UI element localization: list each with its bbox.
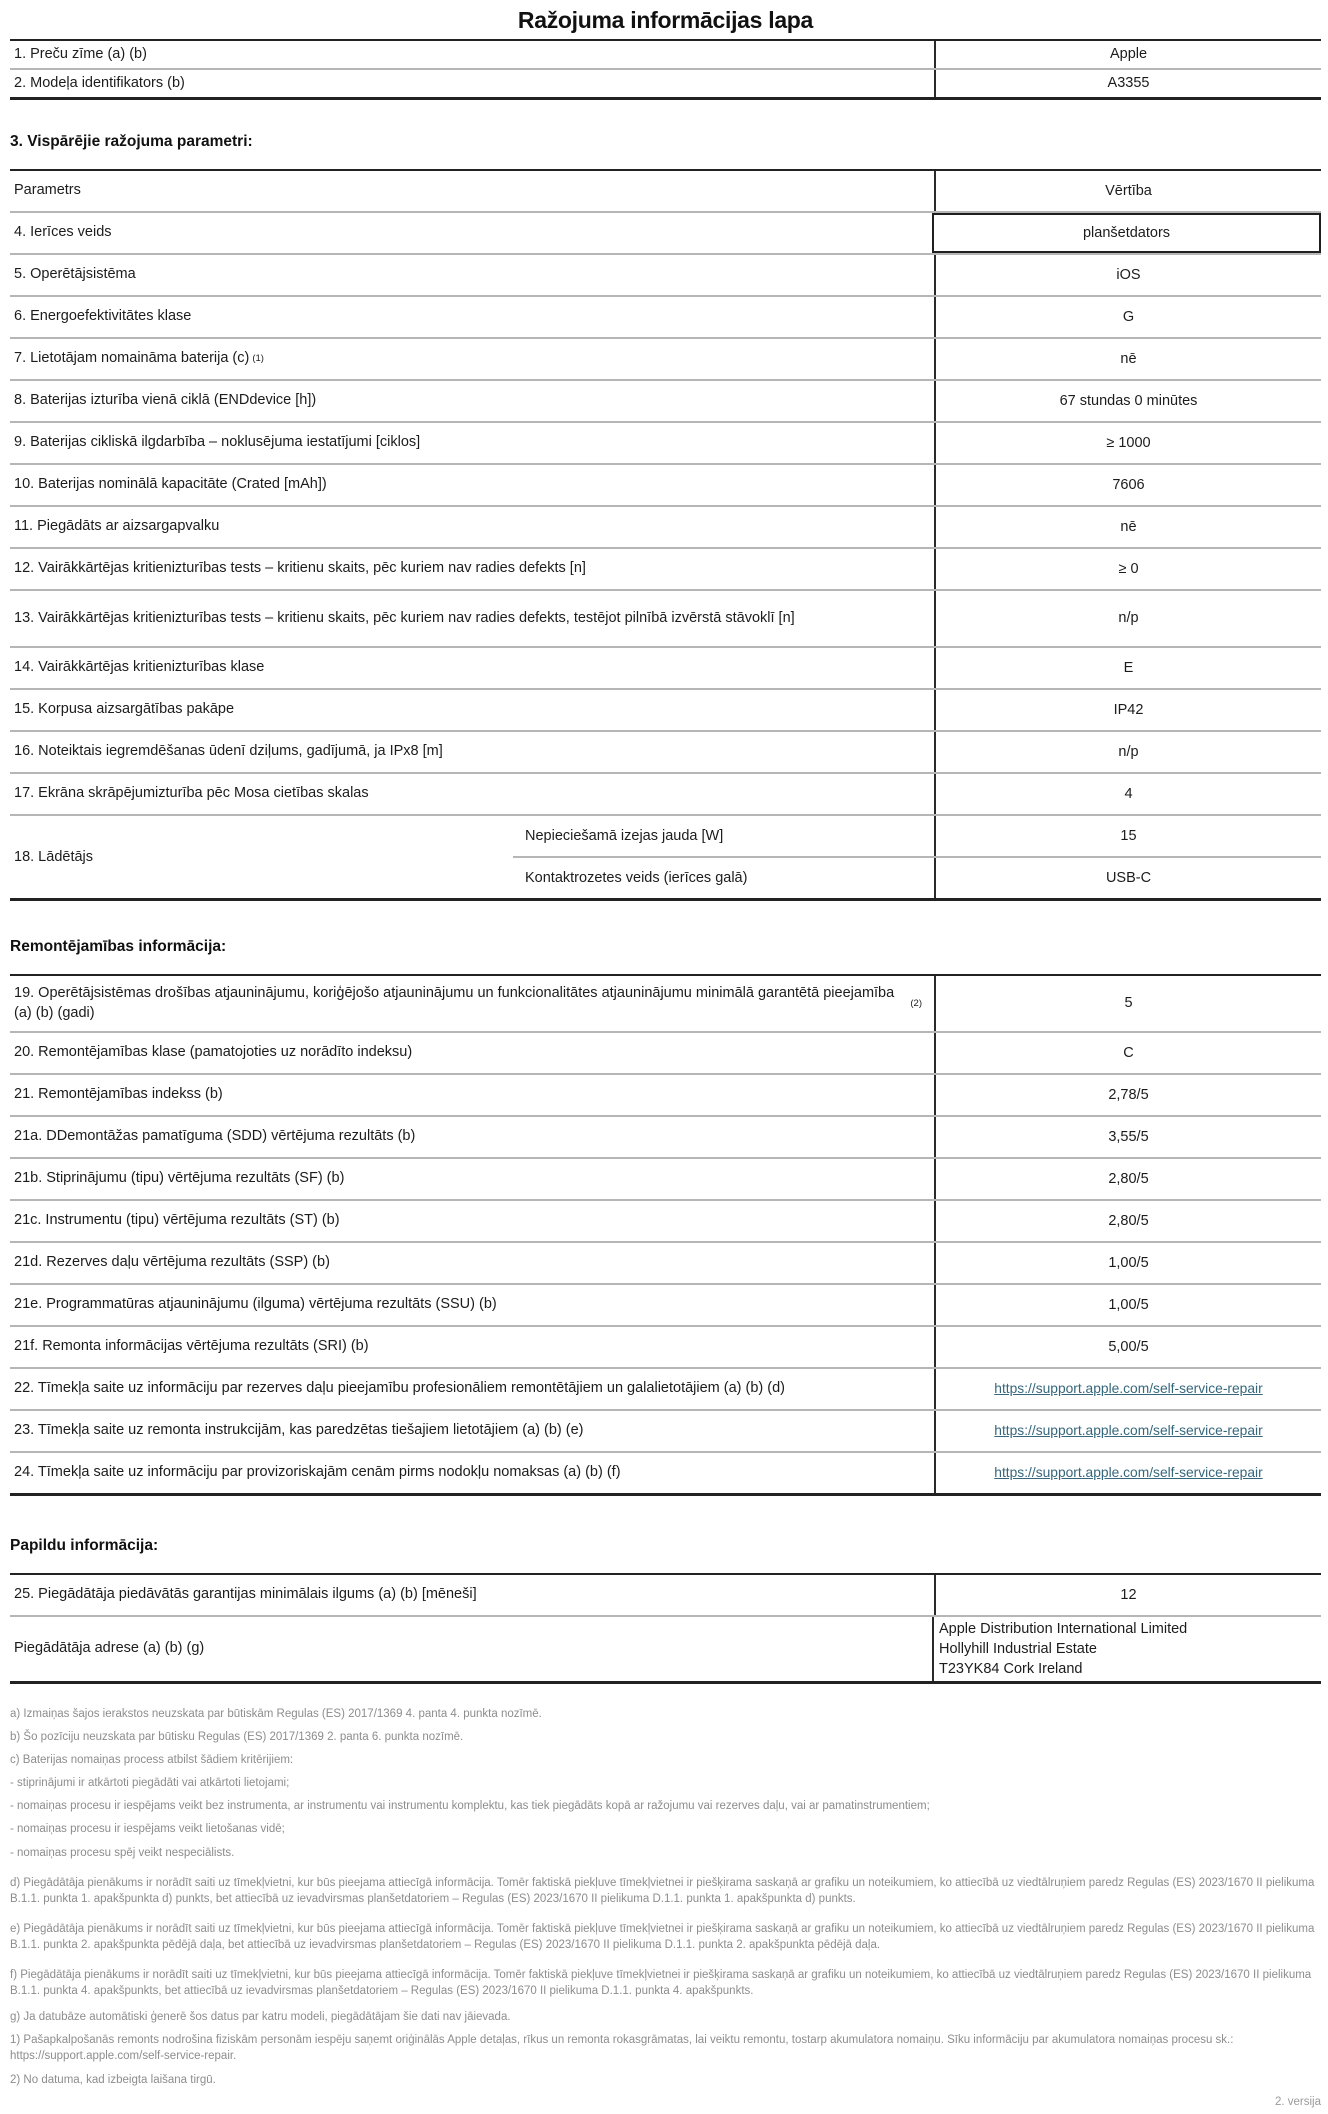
repair-label-text: 24. Tīmekļa saite uz informāciju par provizoriskajām cenām pirms nodokļu nomaksas (a) (b) (f) <box>14 1464 621 1481</box>
additional-address-line: T23YK84 Cork Ireland <box>939 1661 1083 1677</box>
general-param-value-text: 67 stundas 0 minūtes <box>1059 392 1198 409</box>
general-param-value <box>934 255 1321 295</box>
additional-address-line: Apple Distribution International Limited <box>939 1621 1188 1637</box>
general-param-label <box>10 732 934 772</box>
additional-label-text: 25. Piegādātāja piedāvātās garantijas minimālais ilgums (a) (b) [mēneši] <box>14 1586 477 1603</box>
repair-label <box>10 1243 934 1283</box>
repair-row <box>10 1199 1321 1241</box>
repair-label <box>10 1327 934 1367</box>
repair-value <box>934 1243 1321 1283</box>
footnote: d) Piegādātāja pienākums ir norādīt saiti uz tīmekļvietni, kur būs pieejama attiecīgā informācija. Tomēr faktiskā piekļuve tīmekļvietnei ir piešķirama saskaņā ar grafiku un noteikumiem, ko attiecībā uz viedtālruņiem paredz Regulas (ES) 2023/1670 II pielikuma B.1.1. punkta 1. apakšpunkta d) punkts, bet attiecībā uz ievadvirsmas planšetdatoriem – Regulas (ES) 2023/1670 II pielikuma D.1.1. punkta 1. apakšpunkta d) punkts. <box>10 1876 1315 1905</box>
general-param-label-text: 11. Piegādāts ar aizsargapvalku <box>14 518 220 535</box>
general-param-label <box>10 213 932 253</box>
section-heading-repairability: Remontējamības informācija: <box>10 938 227 955</box>
charger-sub-value-text: USB-C <box>1105 869 1152 886</box>
general-param-label-text: 10. Baterijas nominālā kapacitāte (Crated [mAh]) <box>14 476 327 493</box>
general-param-label-text: 6. Energoefektivitātes klase <box>14 308 192 325</box>
general-param-value <box>934 732 1321 772</box>
footnote: a) Izmaiņas šajos ierakstos neuzskata par būtiskām Regulas (ES) 2017/1369 4. panta 4. punkta nozīmē. <box>10 1708 542 1720</box>
general-param-value-text: IP42 <box>1113 701 1144 718</box>
repair-label-text: 22. Tīmekļa saite uz informāciju par rezerves daļu pieejamību profesionāliem remontētājiem un galalietotājiem (a) (b) (d) <box>14 1380 785 1397</box>
general-param-row <box>10 463 1321 505</box>
general-param-value-text: ≥ 0 <box>1118 560 1139 577</box>
general-param-label-text: 7. Lietotājam nomaināma baterija (c) <box>14 350 250 367</box>
charger-sub-label: Kontaktrozetes veids (ierīces galā) <box>525 870 748 886</box>
charger-sub-label: Nepieciešamā izejas jauda [W] <box>525 828 724 844</box>
repair-label <box>10 1159 934 1199</box>
general-param-label <box>10 381 934 421</box>
repair-label <box>10 1453 934 1493</box>
general-param-row <box>10 337 1321 379</box>
general-param-row <box>10 772 1321 814</box>
footnote: c) Baterijas nomaiņas process atbilst šādiem kritērijiem: <box>10 1754 294 1767</box>
general-param-value <box>934 507 1321 547</box>
repair-row <box>10 1241 1321 1283</box>
repair-value <box>934 1075 1321 1115</box>
repair-value-text: 1,00/5 <box>1108 1296 1149 1313</box>
charger-sub-value <box>934 816 1321 856</box>
identity-label <box>10 41 934 68</box>
repair-link[interactable]: https://support.apple.com/self-service-repair <box>994 1423 1263 1439</box>
general-param-label <box>10 591 934 646</box>
repair-row <box>10 1451 1321 1493</box>
general-param-row <box>10 589 1321 646</box>
general-param-row <box>10 547 1321 589</box>
additional-label <box>10 1617 932 1681</box>
repair-label-text: 20. Remontējamības klase (pamatojoties uz norādīto indeksu) <box>14 1044 413 1061</box>
additional-value <box>932 1617 1321 1681</box>
general-param-label <box>10 507 934 547</box>
repair-label: 19. Operētājsistēmas drošības atjauninājumu, koriģējošo atjauninājumu un funkcionalitātes atjauninājumu minimālā garantētā pieejamība (a) (b) (gadi) (2) <box>10 976 934 1031</box>
general-param-row <box>10 295 1321 337</box>
repair-label-text: 21b. Stiprinājumu (tipu) vērtējuma rezultāts (SF) (b) <box>14 1170 345 1187</box>
repair-value-text: 1,00/5 <box>1108 1254 1149 1271</box>
general-param-row <box>10 211 1321 253</box>
charger-label: 18. Lādētājs <box>14 849 94 865</box>
general-param-value-text: E <box>1123 659 1134 676</box>
general-param-row <box>10 505 1321 547</box>
additional-info-table <box>10 1573 1321 1684</box>
general-param-row <box>10 730 1321 772</box>
general-param-label <box>10 774 934 814</box>
general-param-label <box>10 423 934 463</box>
repair-value-text: C <box>1123 1044 1134 1061</box>
general-param-label-text: 16. Noteiktais iegremdēšanas ūdenī dziļums, gadījumā, ja IPx8 [m] <box>14 743 443 760</box>
identity-value <box>934 41 1321 68</box>
additional-address-line: Hollyhill Industrial Estate <box>939 1641 1097 1657</box>
general-param-value <box>934 690 1321 730</box>
general-parameters-table <box>10 169 1321 901</box>
general-param-label-text: 4. Ierīces veids <box>14 224 112 241</box>
repairability-table <box>10 974 1321 1496</box>
identity-label-text: 2. Modeļa identifikators (b) <box>14 74 185 91</box>
general-param-value <box>934 648 1321 688</box>
footnotes <box>10 1706 1321 2088</box>
charger-sub-value-text: 15 <box>1120 827 1137 844</box>
page-title: Ražojuma informācijas lapa <box>517 7 814 33</box>
repair-label <box>10 1117 934 1157</box>
repair-value <box>934 1327 1321 1367</box>
repair-row <box>10 1115 1321 1157</box>
repair-row <box>10 1409 1321 1451</box>
additional-label-text: Piegādātāja adrese (a) (b) (g) <box>14 1640 205 1657</box>
repair-value-text: 5,00/5 <box>1108 1338 1149 1355</box>
general-param-row <box>10 646 1321 688</box>
general-param-label <box>10 690 934 730</box>
repair-value <box>934 1453 1321 1493</box>
general-param-value <box>934 591 1321 646</box>
general-param-label-text: 14. Vairākkārtējas kritienizturības klase <box>14 659 265 676</box>
identity-value <box>934 70 1321 97</box>
repair-link[interactable]: https://support.apple.com/self-service-repair <box>994 1465 1263 1481</box>
repair-value <box>934 1117 1321 1157</box>
section-heading-general: 3. Vispārējie ražojuma parametri: <box>10 133 253 150</box>
repair-value <box>934 1369 1321 1409</box>
general-param-value <box>934 549 1321 589</box>
general-param-value-text: ≥ 1000 <box>1106 434 1151 451</box>
repair-label-text: 21. Remontējamības indekss (b) <box>14 1086 223 1103</box>
repair-row <box>10 1367 1321 1409</box>
section-heading-additional: Papildu informācija: <box>10 1537 159 1554</box>
repair-label-text: 19. Operētājsistēmas drošības atjauninājumu, koriģējošo atjauninājumu un funkcionalitātes atjauninājumu minimālā garantētā pieejamība (a) (b) (gadi) <box>14 984 895 1021</box>
additional-label <box>10 1575 934 1615</box>
repair-value-text: 3,55/5 <box>1108 1128 1149 1145</box>
general-param-row <box>10 688 1321 730</box>
repair-row <box>10 1073 1321 1115</box>
repair-label <box>10 1411 934 1451</box>
general-param-value-text: 4 <box>1124 785 1133 802</box>
repair-row <box>10 1157 1321 1199</box>
repair-value-text: 5 <box>1124 995 1133 1012</box>
general-param-label <box>10 255 934 295</box>
repair-label <box>10 1201 934 1241</box>
additional-value-text: 12 <box>1120 1586 1137 1603</box>
general-param-value-select[interactable] <box>932 213 1321 253</box>
general-param-label-text: 12. Vairākkārtējas kritienizturības tests – kritienu skaits, pēc kuriem nav radies defekts [n] <box>14 560 586 577</box>
repair-row <box>10 976 1321 1031</box>
general-param-label-text: 8. Baterijas izturība vienā ciklā (ENDdevice [h]) <box>14 392 317 409</box>
general-param-row <box>10 253 1321 295</box>
general-param-value-text: nē <box>1120 350 1137 367</box>
identity-value-text: A3355 <box>1107 75 1150 92</box>
repair-label <box>10 1285 934 1325</box>
repair-label <box>10 1075 934 1115</box>
repair-value <box>934 1411 1321 1451</box>
footnote: f) Piegādātāja pienākums ir norādīt saiti uz tīmekļvietni, kur būs pieejama attiecīgā informācija. Tomēr faktiskā piekļuve tīmekļvietnei ir piešķirama saskaņā ar grafiku un noteikumiem, ko attiecībā uz viedtālruņiem paredz Regulas (ES) 2023/1670 II pielikuma B.1.1. punkta 4. apakšpunkts, bet attiecībā uz ievadvirsmas planšetdatoriem – Regulas (ES) 2023/1670 II pielikuma D.1.1. punkta 4. apakšpunkts. <box>10 1969 1312 1998</box>
repair-row <box>10 1325 1321 1367</box>
general-param-label <box>10 648 934 688</box>
footnote: b) Šo pozīciju neuzskata par būtisku Regulas (ES) 2017/1369 2. panta 6. punkta nozīmē. <box>10 1731 464 1744</box>
general-param-label <box>10 465 934 505</box>
general-param-value <box>934 381 1321 421</box>
repair-value-text: 2,80/5 <box>1108 1170 1149 1187</box>
repair-value <box>934 1285 1321 1325</box>
identity-value-text: Apple <box>1109 46 1148 63</box>
footnote: 2) No datuma, kad izbeigta laišana tirgū. <box>10 2073 216 2086</box>
identity-label-text: 1. Preču zīme (a) (b) <box>14 45 147 62</box>
repair-value <box>934 1159 1321 1199</box>
repair-row <box>10 1031 1321 1073</box>
additional-row <box>10 1575 1321 1615</box>
repair-label-text: 21e. Programmatūras atjauninājumu (ilguma) vērtējuma rezultāts (SSU) (b) <box>14 1296 497 1313</box>
footnote: - stiprinājumi ir atkārtoti piegādāti vai atkārtoti lietojami; <box>10 1777 290 1790</box>
general-param-value <box>934 339 1321 379</box>
additional-row <box>10 1615 1321 1681</box>
general-param-value-text: n/p <box>1118 743 1139 760</box>
general-param-value-text: iOS <box>1116 266 1141 283</box>
additional-value <box>934 1575 1321 1615</box>
general-param-row <box>10 421 1321 463</box>
charger-sub-row <box>513 856 1321 898</box>
identity-row <box>10 68 1321 97</box>
brand-model-table <box>10 39 1321 100</box>
repair-value <box>934 1033 1321 1073</box>
footnote: - nomaiņas procesu spēj veikt nespeciālists. <box>10 1846 235 1859</box>
footnote: g) Ja datubāze automātiski ģenerē šos datus par katru modeli, piegādātājam šie dati nav jāievada. <box>10 2011 511 2024</box>
repair-value <box>934 1201 1321 1241</box>
repair-value-text: 2,80/5 <box>1108 1212 1149 1229</box>
footnote: - nomaiņas procesu ir iespējams veikt lietošanas vidē; <box>10 1823 285 1836</box>
column-header-value: Vērtība <box>934 171 1321 211</box>
general-param-value-text: n/p <box>1118 610 1139 627</box>
repair-label <box>10 1369 934 1409</box>
general-param-value <box>934 423 1321 463</box>
version-label: 2. versija <box>1274 2095 1321 2108</box>
repair-row <box>10 1283 1321 1325</box>
general-param-label-text: 9. Baterijas cikliskā ilgdarbība – noklusējuma iestatījumi [ciklos] <box>14 434 421 451</box>
repair-link[interactable]: https://support.apple.com/self-service-repair <box>994 1381 1263 1397</box>
identity-row <box>10 41 1321 68</box>
repair-value <box>934 976 1321 1031</box>
charger-sub-value <box>934 858 1321 898</box>
general-param-label <box>10 549 934 589</box>
general-param-value <box>934 297 1321 337</box>
repair-label-text: 23. Tīmekļa saite uz remonta instrukcijām, kas paredzētas tiešajiem lietotājiem (a) (b) (e) <box>14 1422 584 1439</box>
general-param-value-text: G <box>1122 308 1135 325</box>
general-param-label <box>10 297 934 337</box>
general-param-label-text: 13. Vairākkārtējas kritienizturības tests – kritienu skaits, pēc kuriem nav radies defekts, testējot pilnībā izvērstā stāvoklī [n] <box>14 609 795 626</box>
table-header-row <box>10 171 1321 211</box>
general-param-label-text: 17. Ekrāna skrāpējumizturība pēc Mosa cietības skalas <box>14 785 369 802</box>
general-param-value-text: planšetdators <box>1082 224 1171 241</box>
repair-label <box>10 1033 934 1073</box>
general-param-value <box>934 774 1321 814</box>
repair-label-text: 21a. DDemontāžas pamatīguma (SDD) vērtējuma rezultāts (b) <box>14 1128 416 1145</box>
footnote: 1) Pašapkalpošanās remonts nodrošina fiziskām personām iespēju saņemt oriģinālās Apple detaļas, rīkus un remonta rokasgrāmatas, lai veiktu remontu, tostarp akumulatora nomaiņu. Sīku informāciju par akumulatora nomaiņas procesu sk.: https://support.apple.com/self-service-repair. <box>10 2034 1234 2063</box>
general-param-label-text: 5. Operētājsistēma <box>14 266 136 283</box>
repair-label-text: 21c. Instrumentu (tipu) vērtējuma rezultāts (ST) (b) <box>14 1212 340 1229</box>
general-param-row <box>10 379 1321 421</box>
footnote: - nomaiņas procesu ir iespējams veikt bez instrumenta, ar instrumentu vai instrumentu komplektu, kas tiek piegādāts kopā ar ražojumu vai rezerves daļu, vai ar pamatinstrumentiem; <box>10 1800 930 1813</box>
footnote: e) Piegādātāja pienākums ir norādīt saiti uz tīmekļvietni, kur būs pieejama attiecīgā informācija. Tomēr faktiskā piekļuve tīmekļvietnei ir piešķirama saskaņā ar grafiku un noteikumiem, ko attiecībā uz viedtālruņiem paredz Regulas (ES) 2023/1670 II pielikuma B.1.1. punkta 2. apakšpunkta pēdējā daļa, bet attiecībā uz ievadvirsmas planšetdatoriem – Regulas (ES) 2023/1670 II pielikuma D.1.1. punkta 2. apakšpunkta pēdējā daļa. <box>10 1922 1315 1951</box>
general-param-label: 7. Lietotājam nomaināma baterija (c) (1) <box>10 339 934 379</box>
identity-label <box>10 70 934 97</box>
general-param-label-text: 15. Korpusa aizsargātības pakāpe <box>14 701 235 718</box>
charger-sub-row <box>513 816 1321 856</box>
general-param-value <box>934 465 1321 505</box>
general-param-value-text: nē <box>1120 518 1137 535</box>
repair-value-text: 2,78/5 <box>1108 1086 1149 1103</box>
repair-label-text: 21f. Remonta informācijas vērtējuma rezultāts (SRI) (b) <box>14 1338 369 1355</box>
charger-row <box>10 814 1321 898</box>
general-param-value-text: 7606 <box>1112 476 1145 493</box>
repair-label-text: 21d. Rezerves daļu vērtējuma rezultāts (SSP) (b) <box>14 1254 330 1271</box>
column-header-parameter: Parametrs <box>14 182 81 199</box>
charger-sub-table <box>513 816 1321 898</box>
